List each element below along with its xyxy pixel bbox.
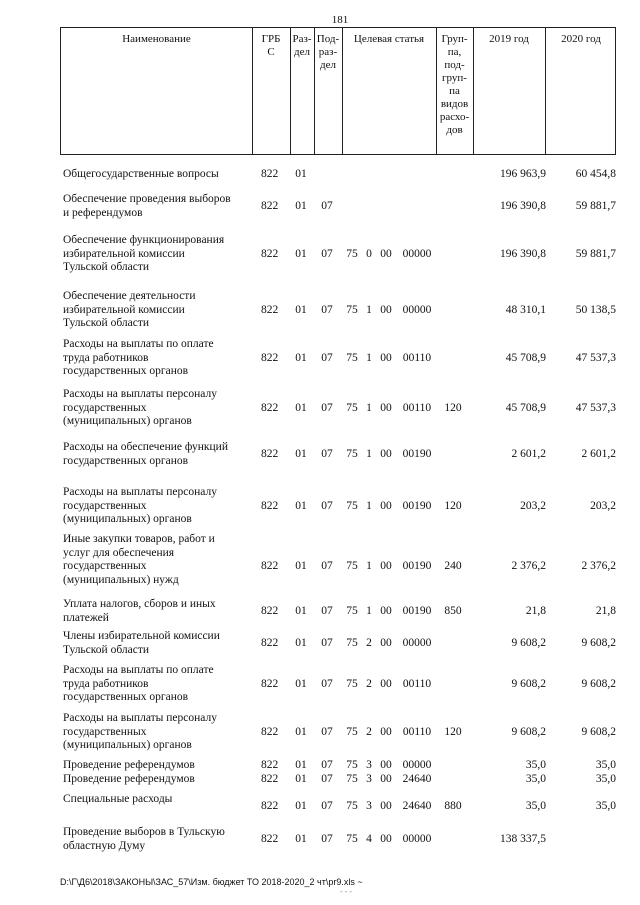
row-amount-2020: 35,0	[595, 800, 616, 812]
row-target-program: 75	[346, 500, 358, 512]
header-razdel: Раз- дел	[292, 33, 312, 58]
row-name-line: государственных органов	[63, 365, 189, 377]
row-target-direction: 00190	[402, 605, 432, 617]
row-target-main-event: 00	[380, 759, 392, 771]
row-name-line: труда работников	[63, 351, 149, 364]
row-amount-2019: 48 310,1	[505, 304, 546, 316]
row-group: 120	[444, 500, 462, 512]
row-grbs: 822	[261, 726, 279, 738]
row-target-program: 75	[346, 560, 358, 572]
row-name-line: Проведение выборов в Тульскую	[63, 826, 225, 838]
page-number: 181	[331, 14, 349, 26]
footer-file-path: D:\Г\Д6\2018\ЗАКОНЫ\ЗАС_57\Изм. бюджет ТО 2018-2020_2 чт\pr9.xls ~	[60, 877, 363, 887]
row-target-program: 75	[346, 759, 358, 771]
row-target-main-event: 00	[380, 800, 392, 812]
row-name-line: государственных	[63, 401, 147, 414]
row-target-program: 75	[346, 402, 358, 414]
row-amount-2019: 35,0	[525, 800, 546, 812]
row-target-direction: 00190	[402, 448, 432, 460]
row-name	[63, 664, 263, 705]
row-razdel: 01	[295, 448, 307, 460]
row-razdel: 01	[295, 759, 307, 771]
row-razdel: 01	[295, 678, 307, 690]
row-target-main-event: 00	[380, 726, 392, 738]
row-name	[63, 486, 263, 527]
row-name	[63, 630, 263, 657]
row-grbs: 822	[261, 833, 279, 845]
row-target-main-event: 00	[380, 833, 392, 845]
row-razdel: 01	[295, 605, 307, 617]
row-target-subprogram: 1	[366, 560, 372, 572]
row-name-line: Уплата налогов, сборов и иных	[63, 598, 216, 610]
row-name-line: Иные закупки товаров, работ и	[63, 533, 215, 545]
row-name-line: (муниципальных) органов	[63, 739, 192, 751]
row-target-direction: 00000	[402, 759, 432, 771]
row-name	[63, 290, 263, 331]
row-target-program: 75	[346, 448, 358, 460]
row-group: 880	[444, 800, 462, 812]
row-amount-2019: 138 337,5	[500, 833, 546, 845]
row-amount-2019: 45 708,9	[505, 352, 546, 364]
row-group: 850	[444, 605, 462, 617]
row-name-line: Расходы на выплаты персоналу	[63, 712, 217, 724]
row-target-main-event: 00	[380, 678, 392, 690]
row-name	[63, 773, 263, 787]
row-podrazdel: 07	[321, 560, 333, 572]
row-target-direction: 00110	[402, 726, 432, 738]
row-grbs: 822	[261, 759, 279, 771]
row-target-main-event: 00	[380, 448, 392, 460]
footer-mark: ~	[357, 877, 363, 887]
row-target-direction: 00000	[402, 637, 432, 649]
row-name-line: Тульской области	[63, 643, 150, 656]
row-target-direction: 00110	[402, 402, 432, 414]
row-grbs: 822	[261, 248, 279, 260]
row-target-subprogram: 2	[366, 726, 372, 738]
row-amount-2020: 9 608,2	[581, 637, 616, 649]
header-group: Груп- па, под- груп- па видов расхо- дов	[439, 33, 470, 136]
row-podrazdel: 07	[321, 800, 333, 812]
row-name-line: (муниципальных) нужд	[63, 573, 179, 586]
row-name-line: (муниципальных) органов	[63, 513, 192, 525]
row-name	[63, 793, 263, 807]
row-amount-2020: 47 537,3	[575, 352, 616, 364]
row-target-direction: 00000	[402, 833, 432, 845]
row-name	[63, 826, 263, 853]
row-name	[63, 598, 263, 625]
row-grbs: 822	[261, 168, 279, 180]
row-target-program: 75	[346, 726, 358, 738]
row-target-main-event: 00	[380, 637, 392, 649]
row-amount-2020: 9 608,2	[581, 678, 616, 690]
row-podrazdel: 07	[321, 759, 333, 771]
row-target-program: 75	[346, 678, 358, 690]
table-header	[60, 27, 616, 155]
row-target-subprogram: 2	[366, 637, 372, 649]
row-name-line: Проведение референдумов	[63, 759, 195, 771]
row-razdel: 01	[295, 500, 307, 512]
row-podrazdel: 07	[321, 402, 333, 414]
row-target-direction: 00000	[402, 248, 432, 260]
header-2019: 2019 год	[489, 33, 529, 45]
row-razdel: 01	[295, 402, 307, 414]
row-amount-2019: 35,0	[525, 773, 546, 785]
row-razdel: 01	[295, 560, 307, 572]
row-podrazdel: 07	[321, 605, 333, 617]
row-name-line: государственных	[63, 560, 147, 572]
header-divider	[342, 28, 343, 154]
row-amount-2019: 196 963,9	[500, 168, 546, 180]
row-razdel: 01	[295, 168, 307, 180]
row-target-subprogram: 3	[366, 773, 372, 785]
row-amount-2019: 203,2	[520, 500, 546, 512]
row-target-subprogram: 1	[366, 500, 372, 512]
row-target-main-event: 00	[380, 773, 392, 785]
row-razdel: 01	[295, 352, 307, 364]
row-podrazdel: 07	[321, 726, 333, 738]
row-amount-2020: 59 881,7	[575, 200, 616, 212]
row-name-line: Проведение референдумов	[63, 773, 195, 785]
row-target-program: 75	[346, 605, 358, 617]
row-target-subprogram: 1	[366, 304, 372, 316]
row-target-subprogram: 3	[366, 759, 372, 771]
row-target-subprogram: 4	[366, 833, 372, 845]
row-target-subprogram: 1	[366, 352, 372, 364]
row-grbs: 822	[261, 402, 279, 414]
row-razdel: 01	[295, 200, 307, 212]
row-target-subprogram: 2	[366, 678, 372, 690]
row-name-line: Тульской области	[63, 317, 150, 329]
row-amount-2020: 47 537,3	[575, 402, 616, 414]
row-amount-2020: 9 608,2	[581, 726, 616, 738]
row-grbs: 822	[261, 500, 279, 512]
row-grbs: 822	[261, 637, 279, 649]
row-amount-2019: 196 390,8	[500, 200, 546, 212]
row-target-subprogram: 1	[366, 605, 372, 617]
row-amount-2019: 9 608,2	[511, 726, 546, 738]
row-amount-2020: 35,0	[595, 759, 616, 771]
scan-speck: - - -	[340, 887, 352, 896]
row-amount-2019: 9 608,2	[511, 678, 546, 690]
row-target-main-event: 00	[380, 500, 392, 512]
row-name-line: Обеспечение деятельности	[63, 290, 196, 302]
row-name	[63, 712, 263, 753]
row-target-program: 75	[346, 248, 358, 260]
row-target-subprogram: 1	[366, 402, 372, 414]
row-target-subprogram: 0	[366, 248, 372, 260]
row-group: 120	[444, 402, 462, 414]
row-amount-2020: 60 454,8	[575, 168, 616, 180]
row-razdel: 01	[295, 637, 307, 649]
row-target-main-event: 00	[380, 304, 392, 316]
row-name-line: Расходы на обеспечение функций	[63, 441, 228, 453]
row-target-program: 75	[346, 800, 358, 812]
row-razdel: 01	[295, 304, 307, 316]
row-target-main-event: 00	[380, 248, 392, 260]
row-name	[63, 759, 263, 773]
row-target-program: 75	[346, 833, 358, 845]
row-name	[63, 168, 263, 182]
row-name-line: Расходы на выплаты персоналу	[63, 388, 217, 400]
row-name	[63, 533, 263, 587]
row-name	[63, 388, 263, 429]
row-name-line: государственных	[63, 499, 147, 512]
row-name-line: Расходы на выплаты по оплате	[63, 664, 214, 676]
row-amount-2019: 196 390,8	[500, 248, 546, 260]
row-amount-2019: 21,8	[525, 605, 546, 617]
row-amount-2020: 59 881,7	[575, 248, 616, 260]
row-target-subprogram: 1	[366, 448, 372, 460]
row-target-direction: 00190	[402, 500, 432, 512]
row-target-program: 75	[346, 773, 358, 785]
row-target-direction: 24640	[402, 800, 432, 812]
row-target-main-event: 00	[380, 352, 392, 364]
row-amount-2019: 45 708,9	[505, 402, 546, 414]
row-name-line: Расходы на выплаты по оплате	[63, 338, 214, 350]
row-amount-2019: 2 376,2	[511, 560, 546, 572]
row-razdel: 01	[295, 726, 307, 738]
row-grbs: 822	[261, 678, 279, 690]
row-name	[63, 234, 263, 275]
row-name-line: государственных органов	[63, 454, 189, 467]
row-target-main-event: 00	[380, 402, 392, 414]
row-name-line: услуг для обеспечения	[63, 546, 175, 559]
row-podrazdel: 07	[321, 500, 333, 512]
row-name	[63, 441, 263, 468]
row-target-program: 75	[346, 637, 358, 649]
row-razdel: 01	[295, 800, 307, 812]
row-target-program: 75	[346, 352, 358, 364]
row-amount-2019: 9 608,2	[511, 637, 546, 649]
row-name-line: Расходы на выплаты персоналу	[63, 486, 217, 498]
row-grbs: 822	[261, 200, 279, 212]
row-amount-2020: 35,0	[595, 773, 616, 785]
row-podrazdel: 07	[321, 304, 333, 316]
row-amount-2020: 2 376,2	[581, 560, 616, 572]
row-grbs: 822	[261, 800, 279, 812]
row-amount-2020: 2 601,2	[581, 448, 616, 460]
row-name-line: платежей	[63, 611, 109, 624]
row-grbs: 822	[261, 560, 279, 572]
row-target-direction: 00190	[402, 560, 432, 572]
row-target-subprogram: 3	[366, 800, 372, 812]
row-podrazdel: 07	[321, 637, 333, 649]
header-grbs: ГРБ С	[261, 33, 281, 58]
row-amount-2019: 2 601,2	[511, 448, 546, 460]
row-name-line: избирательной комиссии	[63, 247, 185, 260]
row-razdel: 01	[295, 248, 307, 260]
row-name-line: избирательной комиссии	[63, 303, 185, 316]
row-target-direction: 00110	[402, 678, 432, 690]
row-name-line: областную Думу	[63, 839, 146, 852]
row-amount-2020: 21,8	[595, 605, 616, 617]
row-group: 240	[444, 560, 462, 572]
row-name-line: государственных	[63, 725, 147, 738]
row-target-direction: 24640	[402, 773, 432, 785]
row-target-main-event: 00	[380, 560, 392, 572]
row-group: 120	[444, 726, 462, 738]
row-target-direction: 00000	[402, 304, 432, 316]
row-grbs: 822	[261, 605, 279, 617]
row-grbs: 822	[261, 448, 279, 460]
row-podrazdel: 07	[321, 248, 333, 260]
row-razdel: 01	[295, 773, 307, 785]
header-2020: 2020 год	[561, 33, 601, 45]
header-divider	[473, 28, 474, 154]
row-name	[63, 338, 263, 379]
header-podrazdel: Под- раз- дел	[316, 33, 340, 71]
row-podrazdel: 07	[321, 352, 333, 364]
row-target-main-event: 00	[380, 605, 392, 617]
row-name	[63, 193, 263, 220]
row-name-line: Тульской области	[63, 261, 150, 273]
row-name-line: Общегосударственные вопросы	[63, 168, 219, 180]
row-target-program: 75	[346, 304, 358, 316]
row-podrazdel: 07	[321, 678, 333, 690]
row-target-direction: 00110	[402, 352, 432, 364]
row-amount-2020: 50 138,5	[575, 304, 616, 316]
row-name-line: Члены избирательной комиссии	[63, 630, 220, 642]
row-podrazdel: 07	[321, 448, 333, 460]
header-target: Целевая статья	[353, 33, 425, 45]
row-amount-2020: 203,2	[590, 500, 616, 512]
row-name-line: (муниципальных) органов	[63, 415, 192, 427]
row-name-line: труда работников	[63, 677, 149, 690]
header-name: Наименование	[122, 33, 191, 45]
row-podrazdel: 07	[321, 773, 333, 785]
row-name-line: Обеспечение проведения выборов	[63, 193, 231, 205]
row-podrazdel: 07	[321, 833, 333, 845]
row-name-line: и референдумов	[63, 206, 143, 219]
row-grbs: 822	[261, 304, 279, 316]
row-razdel: 01	[295, 833, 307, 845]
row-podrazdel: 07	[321, 200, 333, 212]
row-name-line: Обеспечение функционирования	[63, 234, 225, 246]
row-name-line: Специальные расходы	[63, 793, 173, 805]
row-grbs: 822	[261, 773, 279, 785]
row-name-line: государственных органов	[63, 691, 189, 703]
row-amount-2019: 35,0	[525, 759, 546, 771]
row-grbs: 822	[261, 352, 279, 364]
header-divider	[545, 28, 546, 154]
